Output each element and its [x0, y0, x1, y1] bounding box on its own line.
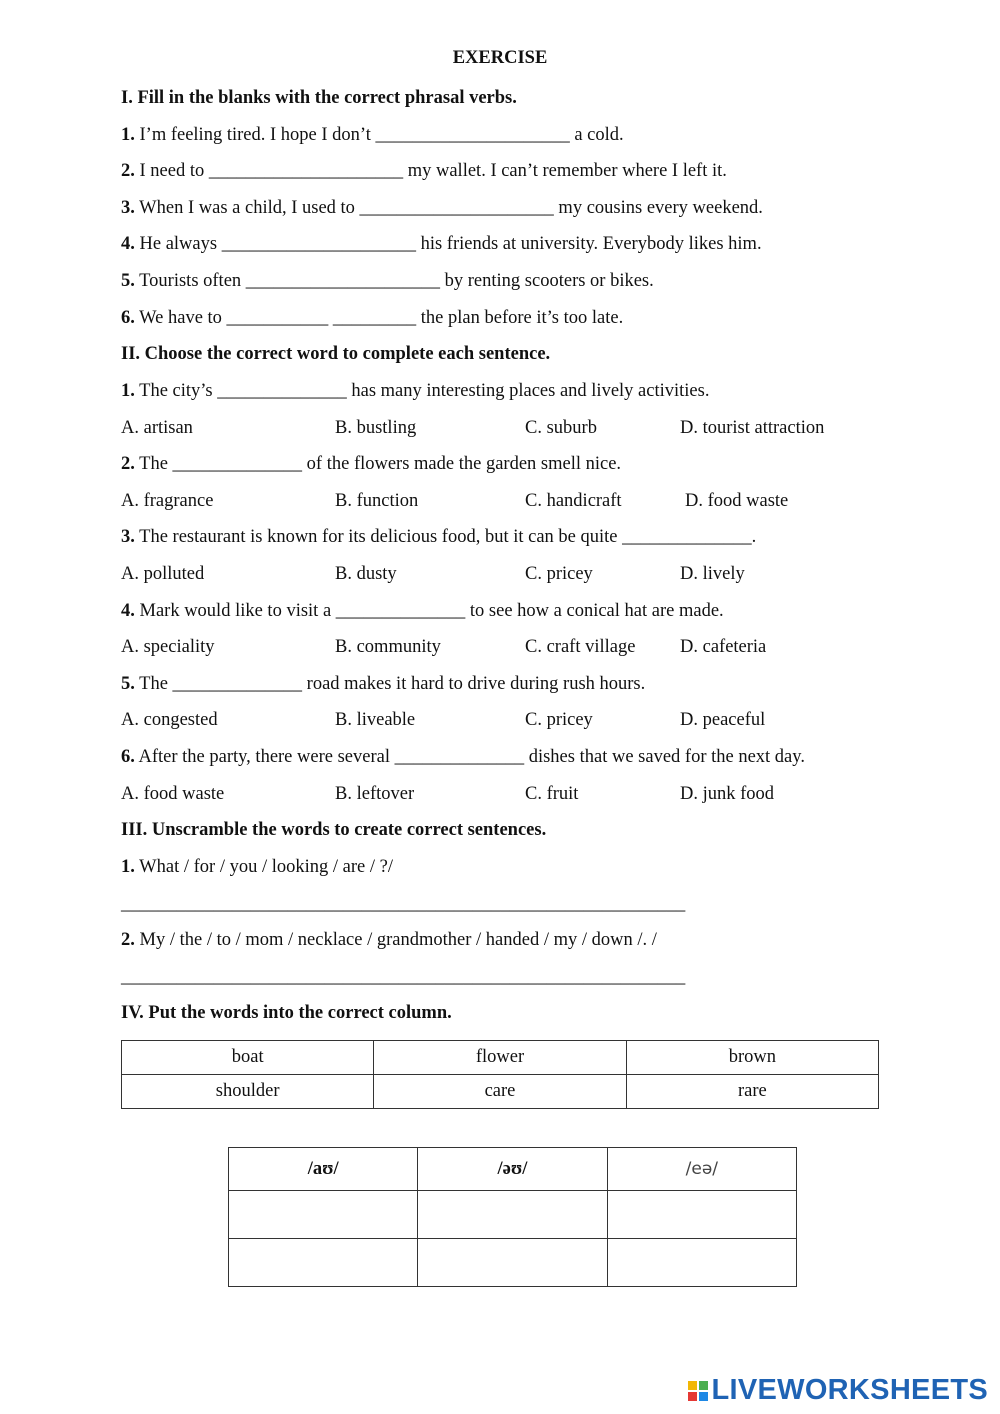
option-a: A. polluted [121, 564, 205, 584]
item-text: I need to _____________________ my wallet. I can’t remember where I left it. [134, 161, 727, 181]
option-c: C. pricey [525, 564, 593, 584]
item-number: 3. [121, 198, 135, 218]
page-title: EXERCISE [452, 48, 548, 68]
question [121, 525, 756, 549]
logo-text: LIVEWORKSHEETS [711, 1374, 988, 1406]
option-d: D. junk food [680, 784, 775, 804]
option-b: B. dusty [335, 564, 397, 584]
liveworksheets-logo[interactable] [688, 1374, 989, 1407]
item-number: 1. [121, 857, 135, 877]
item-number: 1. [121, 125, 135, 145]
word-cell: care [374, 1075, 626, 1109]
question-number: 2. [121, 454, 135, 474]
fill-item [121, 159, 727, 183]
unscramble-item [121, 855, 393, 879]
fill-item [121, 269, 654, 293]
option-d: D. peaceful [680, 710, 766, 730]
table-row [122, 1041, 879, 1075]
fill-item [121, 232, 762, 256]
item-number: 5. [121, 271, 135, 291]
logo-square [699, 1381, 708, 1390]
item-number: 2. [121, 930, 135, 950]
item-number: 4. [121, 234, 135, 254]
item-text: We have to ___________ _________ the plan before it’s too late. [134, 308, 624, 328]
option-a: A. congested [121, 710, 218, 730]
sound-columns-table [228, 1147, 797, 1287]
option-a: A. speciality [121, 637, 215, 657]
option-b: B. liveable [335, 710, 416, 730]
item-number: 2. [121, 161, 135, 181]
question-number: 4. [121, 601, 135, 621]
section-3-heading: III. Unscramble the words to create correct sentences. [121, 820, 547, 840]
answer-line[interactable]: _____________________________________________________________ [121, 894, 686, 914]
answer-line[interactable]: _____________________________________________________________ [121, 967, 686, 987]
question [121, 379, 709, 403]
section-4-heading: IV. Put the words into the correct column. [121, 1003, 452, 1023]
fill-item [121, 306, 623, 330]
option-c: C. handicraft [525, 491, 622, 511]
option-b: B. leftover [335, 784, 415, 804]
answer-cell[interactable] [229, 1191, 418, 1239]
logo-square [688, 1381, 697, 1390]
word-cell: rare [626, 1075, 878, 1109]
table-row [229, 1239, 797, 1287]
logo-square [699, 1392, 708, 1401]
item-text: My / the / to / mom / necklace / grandmother / handed / my / down /. / [134, 930, 657, 950]
answer-cell[interactable] [418, 1191, 607, 1239]
question-number: 1. [121, 381, 135, 401]
option-a: A. artisan [121, 418, 193, 438]
question [121, 745, 805, 769]
question-number: 3. [121, 527, 135, 547]
option-a: A. fragrance [121, 491, 214, 511]
table-row [122, 1075, 879, 1109]
section-1-heading: I. Fill in the blanks with the correct phrasal verbs. [121, 88, 517, 108]
question-text: The restaurant is known for its delicious food, but it can be quite ______________. [134, 527, 757, 547]
column-header: /eə/ [607, 1148, 796, 1191]
option-b: B. function [335, 491, 419, 511]
word-cell: brown [626, 1041, 878, 1075]
logo-mark-icon [688, 1381, 708, 1401]
answer-cell[interactable] [607, 1239, 796, 1287]
word-cell: shoulder [122, 1075, 374, 1109]
item-text: When I was a child, I used to _____________________ my cousins every weekend. [134, 198, 763, 218]
question [121, 672, 645, 696]
option-c: C. pricey [525, 710, 593, 730]
question-text: Mark would like to visit a ______________ to see how a conical hat are made. [134, 601, 724, 621]
fill-item [121, 123, 624, 147]
question-text: After the party, there were several ______________ dishes that we saved for the next day. [134, 747, 805, 767]
column-header: /aʊ/ [229, 1148, 418, 1191]
question [121, 452, 621, 476]
question [121, 599, 724, 623]
option-b: B. bustling [335, 418, 417, 438]
option-d: D. food waste [685, 491, 789, 511]
option-d: D. tourist attraction [680, 418, 825, 438]
question-number: 6. [121, 747, 135, 767]
item-text: Tourists often _____________________ by renting scooters or bikes. [134, 271, 654, 291]
question-text: The ______________ road makes it hard to drive during rush hours. [134, 674, 646, 694]
section-2-heading: II. Choose the correct word to complete each sentence. [121, 344, 551, 364]
word-bank-table [121, 1040, 879, 1109]
option-d: D. cafeteria [680, 637, 767, 657]
question-text: The city’s ______________ has many interesting places and lively activities. [134, 381, 710, 401]
option-b: B. community [335, 637, 441, 657]
table-row [229, 1191, 797, 1239]
option-c: C. suburb [525, 418, 597, 438]
option-c: C. fruit [525, 784, 579, 804]
option-d: D. lively [680, 564, 745, 584]
item-text: What / for / you / looking / are / ?/ [134, 857, 393, 877]
table-header-row [229, 1148, 797, 1191]
option-a: A. food waste [121, 784, 225, 804]
answer-cell[interactable] [418, 1239, 607, 1287]
item-text: He always _____________________ his friends at university. Everybody likes him. [134, 234, 762, 254]
column-header: /əʊ/ [418, 1148, 607, 1191]
answer-cell[interactable] [607, 1191, 796, 1239]
question-text: The ______________ of the flowers made the garden smell nice. [134, 454, 622, 474]
option-c: C. craft village [525, 637, 636, 657]
item-number: 6. [121, 308, 135, 328]
word-cell: flower [374, 1041, 626, 1075]
item-text: I’m feeling tired. I hope I don’t _____________________ a cold. [134, 125, 624, 145]
question-number: 5. [121, 674, 135, 694]
logo-square [688, 1392, 697, 1401]
unscramble-item [121, 928, 657, 952]
answer-cell[interactable] [229, 1239, 418, 1287]
fill-item [121, 196, 763, 220]
word-cell: boat [122, 1041, 374, 1075]
